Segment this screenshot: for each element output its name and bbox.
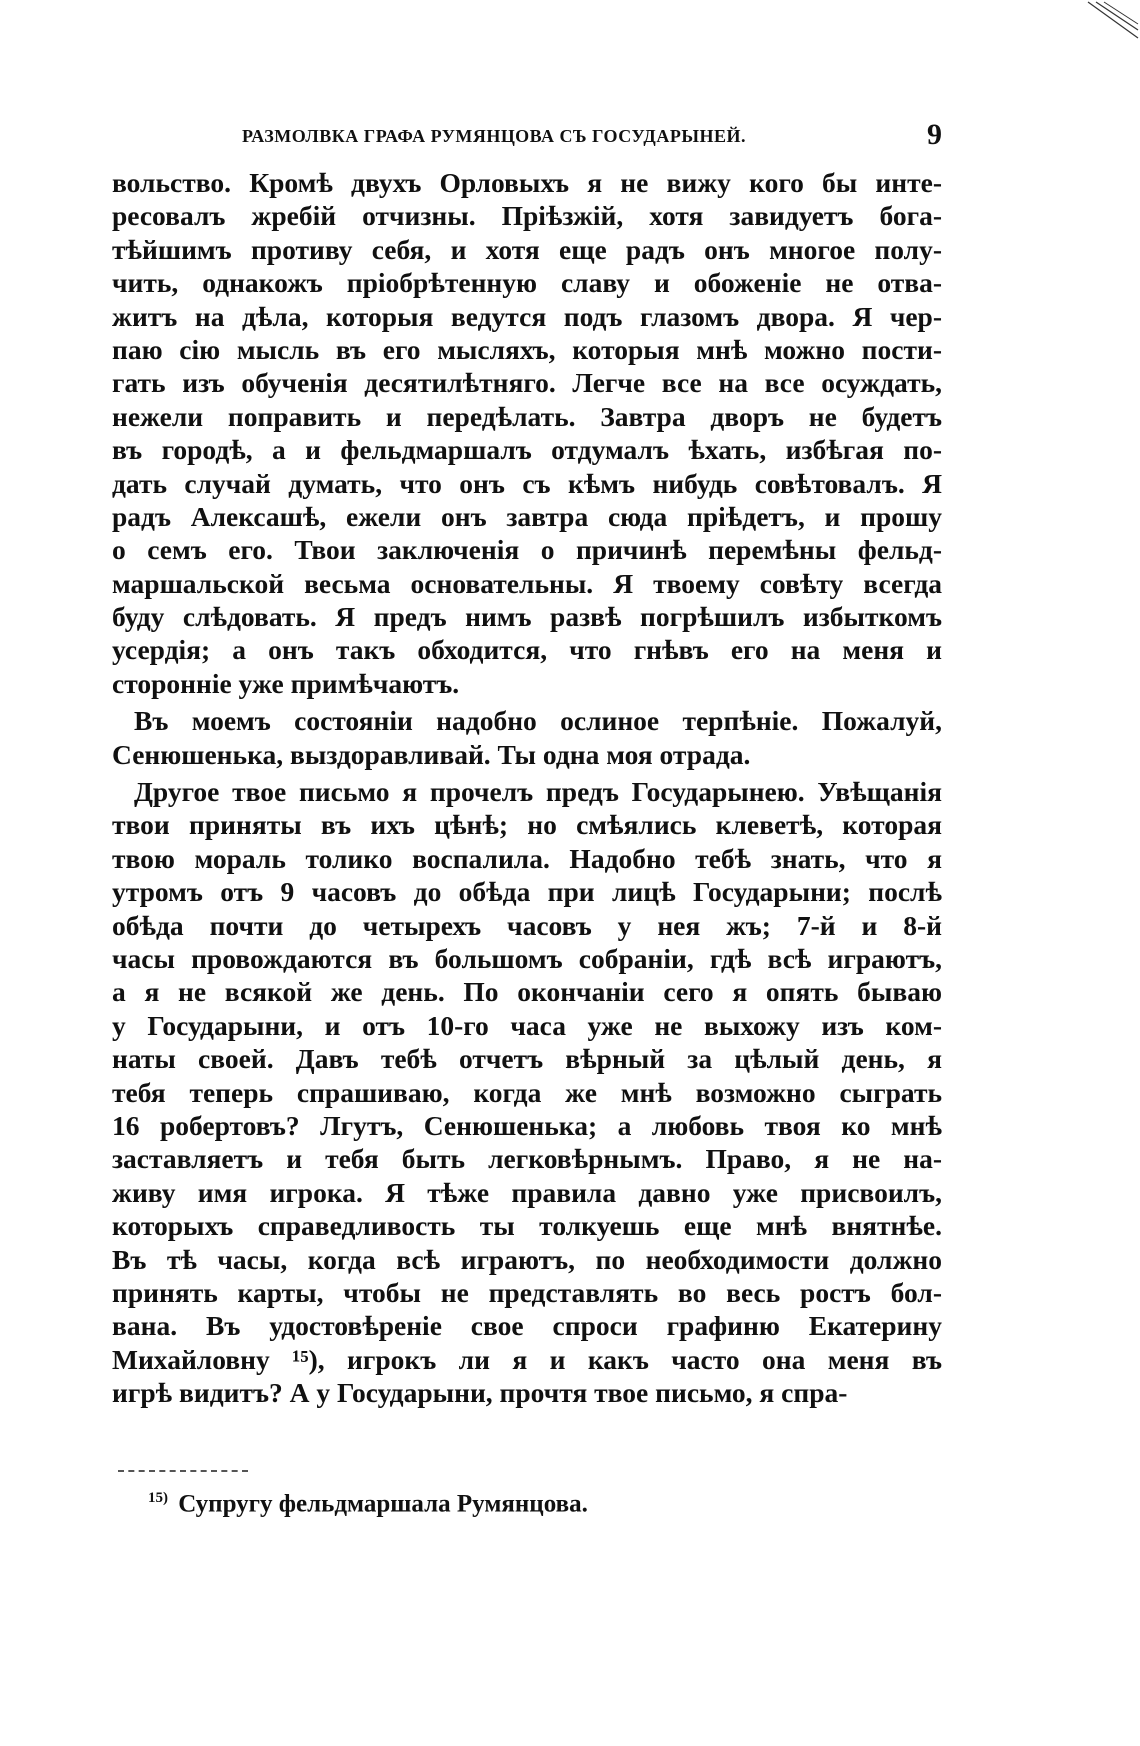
footnote-rule [118,1470,248,1472]
text-line: часы провождаются въ большомъ собраніи, гдѣ всѣ играютъ, [112,942,942,974]
text-line: у Государыни, и отъ 10-го часа уже не выхожу изъ ком- [112,1009,942,1041]
scan-edge-mark [1080,0,1140,50]
text-line: Въ моемъ состояніи надобно ослиное терпѣніе. Пожалуй, [134,705,942,737]
text-line: нежели поправить и передѣлать. Завтра дворъ не будетъ [112,400,942,432]
text-line: гать изъ обученія десятилѣтняго. Легче все на все осуждать, [112,367,942,399]
text-line: вана. Въ удостовѣреніе свое спроси графиню Екатерину [112,1310,942,1342]
text-line: живу имя игрока. Я тѣже правила давно уже присвоилъ, [112,1176,942,1208]
text-line: наты своей. Давъ тебѣ отчетъ вѣрный за цѣлый день, я [112,1043,942,1075]
text-line: паю сію мысль въ его мысляхъ, которыя мнѣ можно пости- [112,333,942,365]
text-line: маршальской весьма основательны. Я твоему совѣту всегда [112,567,942,599]
text-line: радъ Алексашѣ, ежели онъ завтра сюда пріѣдетъ, и прошу [112,500,942,532]
text-line: дать случай думать, что онъ съ кѣмъ нибудь совѣтовалъ. Я [112,467,942,499]
text-line: которыхъ справедливость ты толкуешь еще мнѣ внятнѣе. [112,1210,942,1242]
text-line: Другое твое письмо я прочелъ предъ Государынею. Увѣщанія [134,776,942,808]
body-text [112,166,942,1409]
text-line: твою мораль толико воспалила. Надобно тебѣ знать, что я [112,842,942,874]
footnote [148,1490,588,1518]
footnote-marker: 15) [148,1490,168,1506]
text-line: сторонніе уже примѣчаютъ. [112,667,460,699]
text-line: чить, однакожъ пріобрѣтенную славу и обоженіе не отва- [112,267,942,299]
paragraph [112,166,942,700]
page-number: 9 [927,118,942,151]
paragraph [112,775,942,1409]
text-line: Сенюшенька, выздоравливай. Ты одна моя отрада. [112,738,751,770]
text-line: утромъ отъ 9 часовъ до обѣда при лицѣ Государыни; послѣ [112,876,942,908]
text-line: Въ тѣ часы, когда всѣ играютъ, по необходимости должно [112,1243,942,1275]
text-line: тѣйшимъ противу себя, и хотя еще радъ онъ многое полу- [112,233,942,265]
text-line: а я не всякой же день. По окончаніи сего я опять бываю [112,976,942,1008]
text-line: ресовалъ жребій отчизны. Пріѣзжій, хотя завидуетъ бога- [112,200,942,232]
text-line: въ городѣ, а и фельдмаршалъ отдумалъ ѣхать, избѣгая по- [112,434,942,466]
footnote-text: Супругу фельдмаршала Румянцова. [178,1490,588,1518]
paragraph [112,704,942,771]
text-line: 16 робертовъ? Лгутъ, Сенюшенька; а любовь твоя ко мнѣ [112,1109,942,1141]
text-line: вольство. Кромѣ двухъ Орловыхъ я не вижу кого бы инте- [112,167,942,198]
text-line: заставляетъ и тебя быть легковѣрнымъ. Право, я не на- [112,1143,942,1175]
text-line: Михайловну ¹⁵), игрокъ ли я и какъ часто она меня въ [112,1343,942,1375]
text-line: усердія; а онъ такъ обходится, что гнѣвъ его на меня и [112,634,942,666]
text-line: твои приняты въ ихъ цѣнѣ; но смѣялись клеветѣ, которая [112,809,942,841]
text-line: тебя теперь спрашиваю, когда же мнѣ возможно сыграть [112,1076,942,1108]
text-line: буду слѣдовать. Я предъ нимъ развѣ погрѣшилъ избыткомъ [112,601,942,633]
running-title: РАЗМОЛВКА ГРАФА РУМЯНЦОВА СЪ ГОСУДАРЫНЕЙ. [242,126,746,146]
running-head [112,118,942,158]
text-line: обѣда почти до четырехъ часовъ у нея жъ; 7-й и 8-й [112,909,942,941]
text-line: игрѣ видитъ? А у Государыни, прочтя твое письмо, я спра- [112,1377,848,1409]
text-line: житъ на дѣла, которыя ведутся подъ глазомъ двора. Я чер- [112,300,942,332]
text-line: о семъ его. Твои заключенія о причинѣ перемѣны фельд- [112,534,942,566]
text-line: принять карты, чтобы не представлять во весь ростъ бол- [112,1276,942,1308]
